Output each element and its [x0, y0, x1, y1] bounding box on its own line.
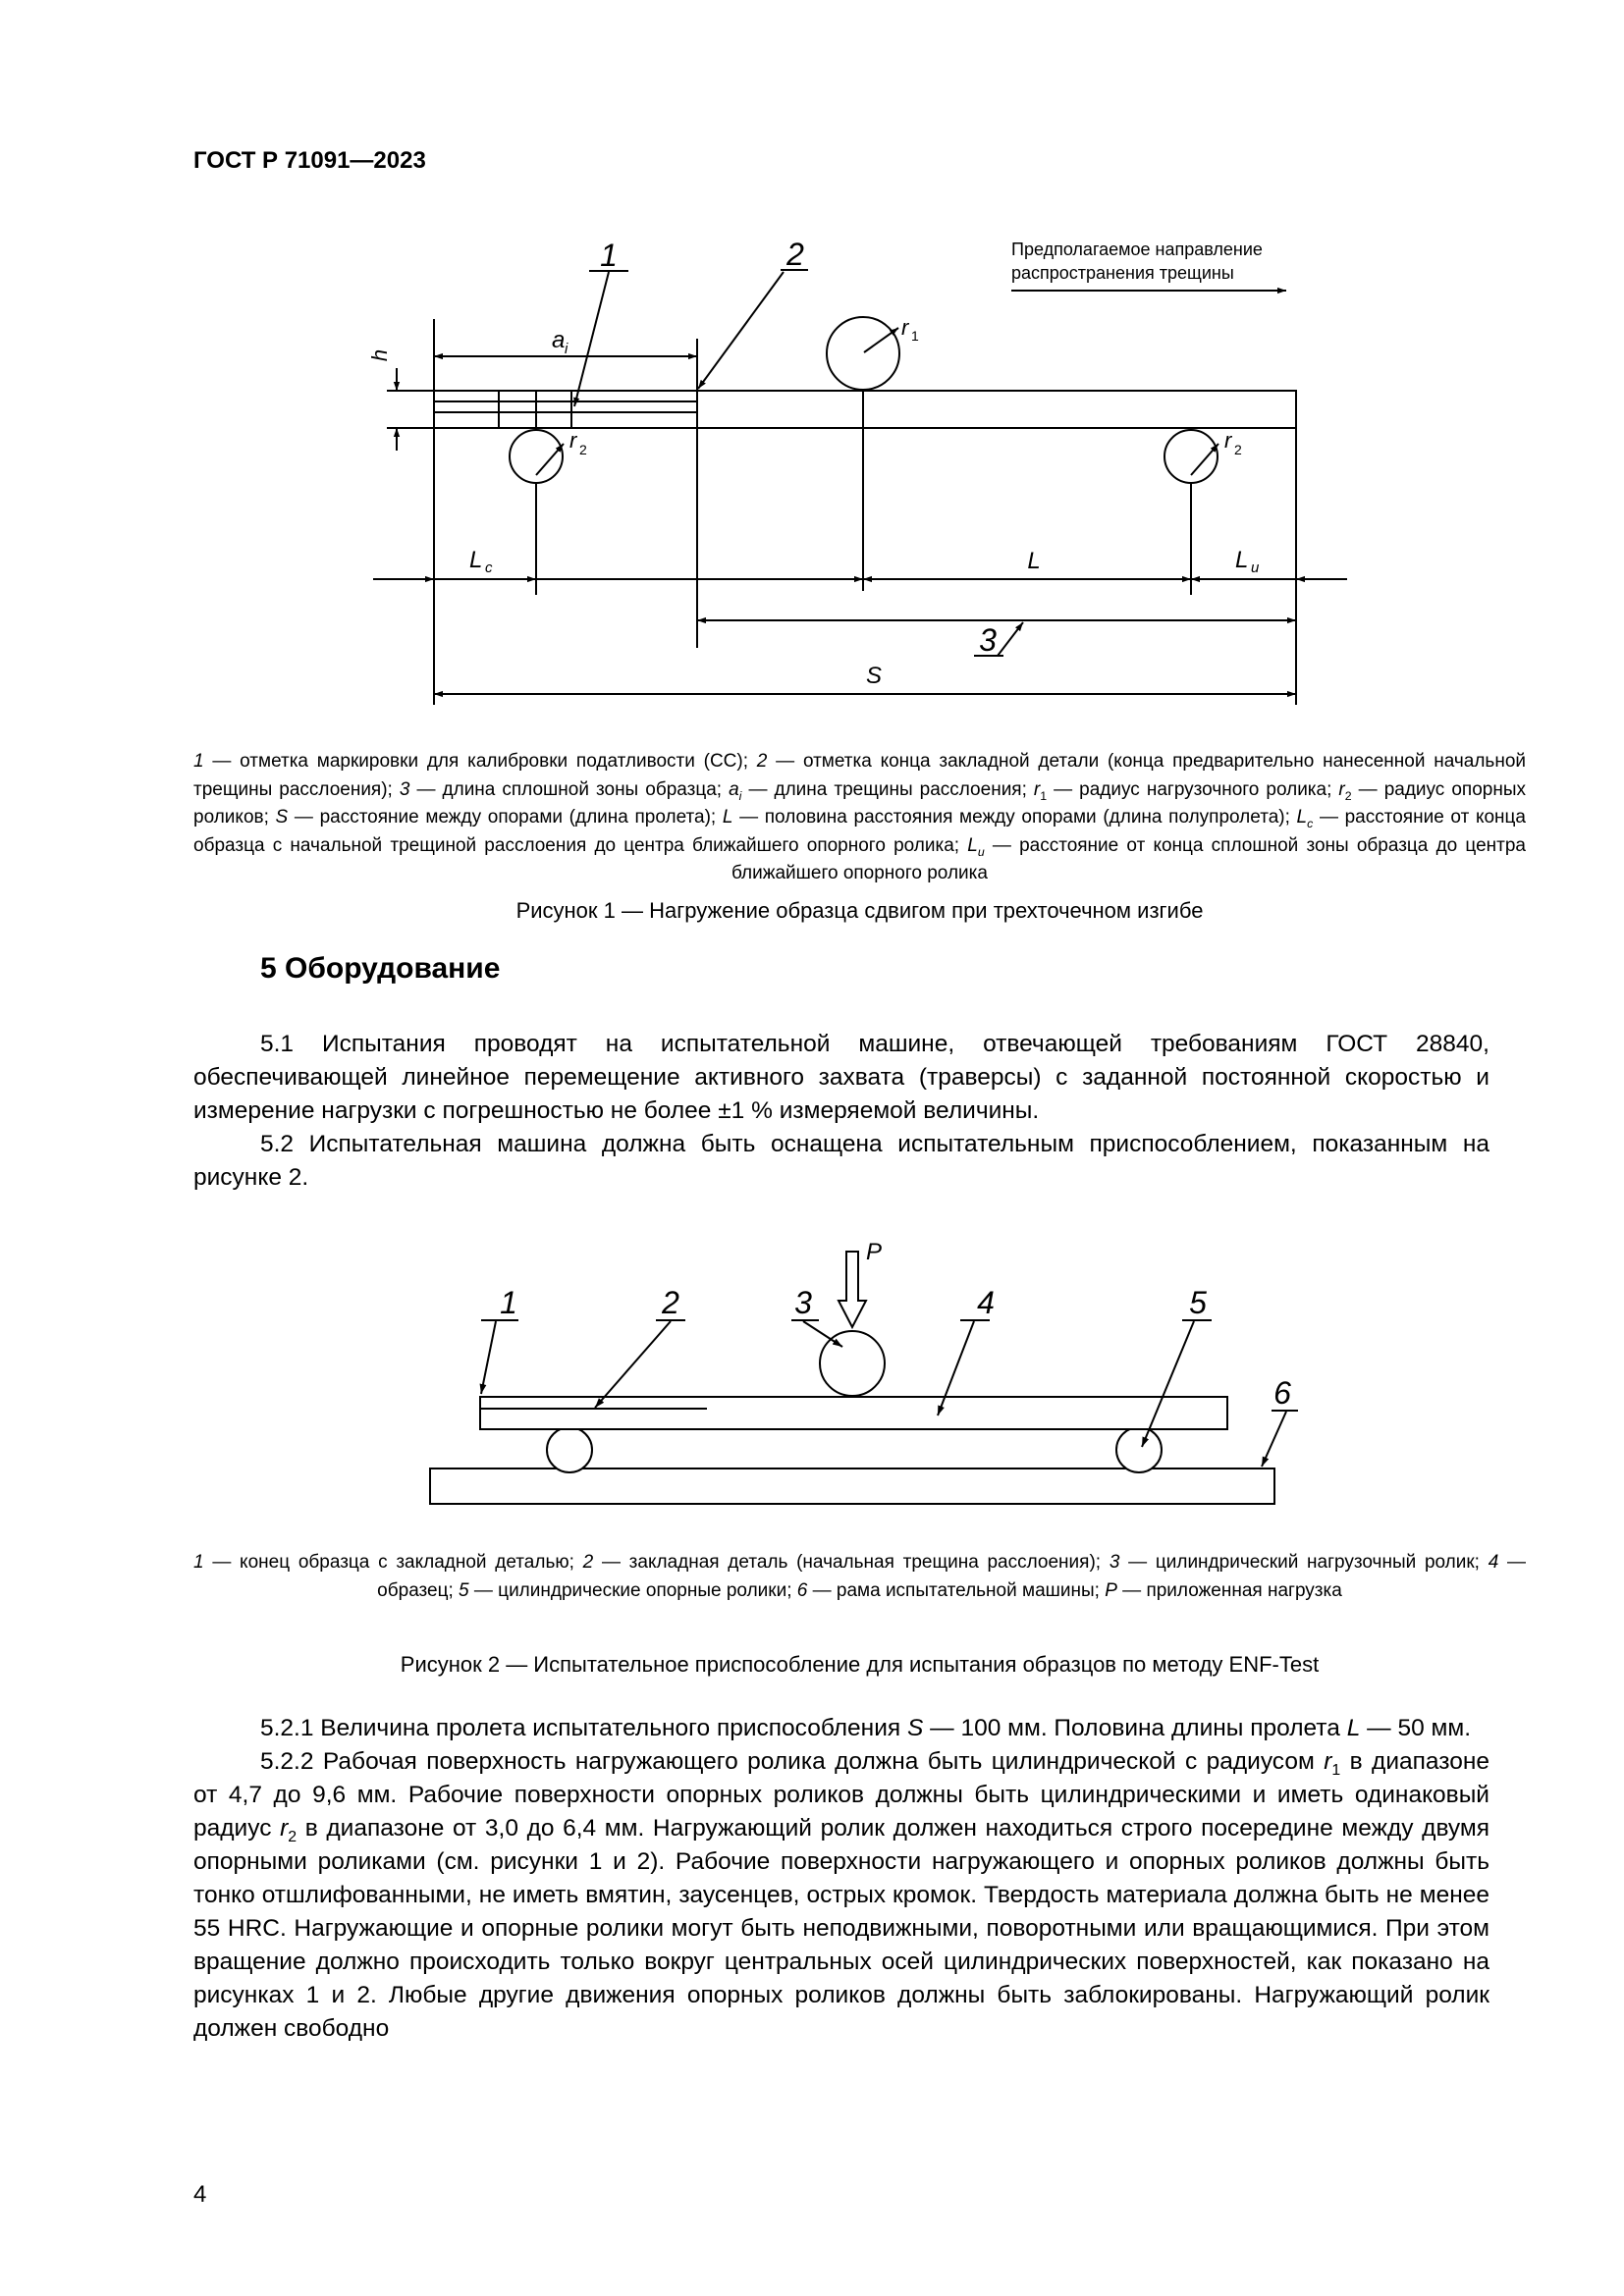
- fig2-callout-1: 1: [500, 1285, 517, 1320]
- fig2-callout-4: 4: [977, 1285, 995, 1320]
- label-r2-right-sub: 2: [1234, 442, 1242, 457]
- figure-1-caption: Рисунок 1 — Нагружение образца сдвигом при трехточечном изгибе: [515, 898, 1204, 923]
- figure-1-legend: 1 — отметка маркировки для калибровки податливости (СС); 2 — отметка конца закладной детали (конца предварительно нанесенной начальной трещины расслоения); 3 — длина сплошной зоны образца; $a_i$ — длина трещины расслоения; $r_1$ — радиус нагрузочного ролика; $r_2$ — радиус опорных роликов; S — расстояние между опорами (длина пролета); L — половина расстояния между опорами (длина полупролета); $L_c$ — расстояние от конца образца с начальной трещиной расслоения до центра ближайшего опорного ролика; $L_u$ — расстояние от конца сплошной зоны образца до центра ближайшего опорного ролика: [193, 751, 1526, 883]
- crack-direction-line-1: Предполагаемое направление: [1011, 240, 1263, 259]
- fig1-callout-1: 1: [600, 238, 618, 273]
- machine-frame: [430, 1468, 1274, 1504]
- figure-1-diagram: [0, 0, 1624, 726]
- fig1-callout-3: 3: [979, 622, 997, 658]
- label-r2-left-sub: 2: [579, 442, 587, 457]
- label-r1: r: [901, 315, 909, 340]
- specimen: [434, 391, 1296, 428]
- fig2-callout-6: 6: [1273, 1375, 1291, 1411]
- label-r1-sub: 1: [911, 328, 919, 344]
- fig2-label-P: P: [866, 1239, 883, 1265]
- support-roller-left: [547, 1427, 592, 1472]
- label-L: L: [1027, 548, 1041, 574]
- label-Lu-sub: u: [1251, 560, 1260, 576]
- crack-direction-line-2: распространения трещины: [1011, 263, 1234, 283]
- fig2-callout-5: 5: [1189, 1285, 1207, 1320]
- paragraph-5-2-1: 5.2.1 Величина пролета испытательного приспособления S — 100 мм. Половина длины пролета L — 50 мм.: [260, 1715, 1471, 1741]
- label-r2-right: r: [1224, 428, 1232, 453]
- label-Lc-sub: c: [485, 560, 493, 576]
- section-5-body-top: [193, 1028, 1489, 1195]
- loading-roller: [820, 1331, 885, 1396]
- label-a: a: [552, 327, 566, 353]
- document-number: ГОСТ Р 71091—2023: [193, 147, 426, 174]
- load-arrow: [839, 1252, 866, 1327]
- fig2-callout-2: 2: [662, 1285, 679, 1320]
- fig1-callout-2: 2: [786, 237, 804, 272]
- loading-roller: [827, 317, 899, 390]
- label-Lc: L: [469, 547, 483, 573]
- page-number: 4: [193, 2181, 207, 2208]
- paragraph-5-2: 5.2 Испытательная машина должна быть оснащена испытательным приспособлением, показанным на рисунке 2.: [193, 1131, 1489, 1191]
- label-S: S: [865, 663, 883, 689]
- label-h: h: [367, 348, 392, 362]
- paragraph-5-2-2: 5.2.2 Рабочая поверхность нагружающего ролика должна быть цилиндрической с радиусом $r_1$ в диапазоне от 4,7 до 9,6 мм. Рабочие поверхности опорных роликов должны быть цилиндрическими и иметь одинаковый радиус $r_2$ в диапазоне от 3,0 до 6,4 мм. Нагружающий ролик должен находиться строго посередине между двумя опорными роликами (см. рисунки 1 и 2). Рабочие поверхности нагружающего и опорных роликов должны быть тонко отшлифованными, не иметь вмятин, заусенцев, острых кромок. Твердость материала должна быть не менее 55 HRC. Нагружающие и опорные ролики могут быть неподвижными, поворотными или вращающимися. При этом вращение должно происходить только вокруг центральных осей цилиндрических поверхностей, как показано на рисунках 1 и 2. Любые другие движения опорных роликов должны быть заблокированы. Нагружающий ролик должен свободно: [193, 1748, 1490, 2042]
- section-title: 5 Оборудование: [260, 952, 501, 985]
- figure-2-legend: 1 — конец образца с закладной деталью; 2 — закладная деталь (начальная трещина расслоения); 3 — цилиндрический нагрузочный ролик; 4 — образец; 5 — цилиндрические опорные ролики; 6 — рама испытательной машины; P — приложенная нагрузка: [193, 1552, 1527, 1601]
- label-r2-left: r: [569, 428, 577, 453]
- section-5-body-bottom: [193, 1712, 1489, 2046]
- fig2-callout-3: 3: [794, 1285, 812, 1320]
- figure-2-diagram: [0, 1207, 1624, 1531]
- specimen: [480, 1397, 1227, 1429]
- label-Lu: L: [1235, 547, 1249, 573]
- label-a-sub: i: [565, 341, 568, 357]
- figure-2-caption: Рисунок 2 — Испытательное приспособление для испытания образцов по методу ENF-Test: [400, 1652, 1320, 1677]
- paragraph-5-1: 5.1 Испытания проводят на испытательной машине, отвечающей требованиям ГОСТ 28840, обеспечивающей линейное перемещение активного захвата (траверсы) с заданной постоянной скоростью и измерение нагрузки с погрешностью не более ±1 % измеряемой величины.: [193, 1031, 1489, 1124]
- support-roller-right: [1116, 1427, 1162, 1472]
